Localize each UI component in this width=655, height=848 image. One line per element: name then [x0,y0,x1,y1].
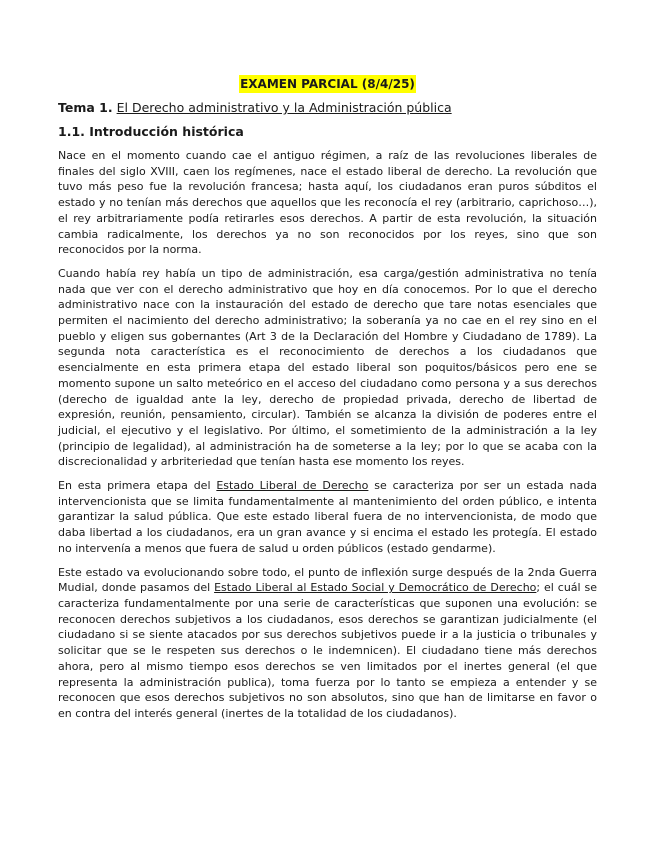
paragraph-3-text-end: se caracteriza por ser un estada nada intervencionista que se limita fundamentalmente al mantenimiento del orden público, e intenta garantizar la salud pública. Que este estado liberal fuera de no intervencionista, de modo que daba libertad a los ciudadanos, era un gran avance y si encima el estado les protegía. El estado no intervenía a menos que fuera de salud u orden públicos (estado gendarme). [58,479,597,555]
paragraph-2: Cuando había rey había un tipo de administración, esa carga/gestión administrativa no tenía nada que ver con el derecho administrativo que hoy en día conocemos. Por lo que el derecho administrativo nace con la instauración del estado de derecho que tare notas esenciales que permiten el nacimiento del derecho administrativo; la soberanía ya no cae en el rey sino en el pueblo y eligen sus gobernantes (Art 3 de la Declaración del Hombre y Ciudadano de 1789). La segunda nota característica es el reconocimiento de derechos a los ciudadanos que esencialmente en esta primera etapa del estado liberal son poquitos/básicos pero ene se momento supone un salto meteórico en el acceso del ciudadano como persona y a sus derechos (derecho de igualdad ante la ley, derecho de propiedad privada, derecho de libertad de expresión, reunión, pensamiento, circular). También se alcanza la división de poderes entre el judicial, el ejecutivo y el legislativo. Por último, el sometimiento de la administración a la ley (principio de legalidad), al administración ha de someterse a la ley; por lo que se acaba con la discrecionalidad y arbriteriedad que tenían hasta ese momento los reyes. [58,266,597,469]
paragraph-1: Nace en el momento cuando cae el antiguo régimen, a raíz de las revoluciones liberales de finales del siglo XVIII, caen los regímenes, nace el estado liberal de derecho. La revolución que tuvo más peso fue la revolución francesa; hasta aquí, los ciudadanos eran puros súbditos el estado y no tenían más derechos que aquellos que les reconocía el rey (arbitrario, caprichoso…), el rey arbitrariamente podía retirarles esos derechos. A partir de esta revolución, la situación cambia radicalmente, los derechos ya no son reconocidos por los reyes, sino que son reconocidos por la norma. [58,149,597,257]
title-container [58,74,597,93]
underlined-term-estado-social: Estado Liberal al Estado Social y Democrático de Derecho [214,581,537,595]
paragraph-4-text-start: Este estado va evolucionando sobre todo, el punto de inflexión surge después de la 2nda Guerra Mudial, donde pasamos del [58,565,597,595]
underlined-term-estado-liberal: Estado Liberal de Derecho [216,479,369,493]
topic-label: Tema 1. [58,100,113,115]
topic-title: El Derecho administrativo y la Administración pública [116,100,452,115]
section-heading: 1.1. Introducción histórica [58,124,244,139]
exam-title: EXAMEN PARCIAL (8/4/25) [240,77,415,91]
topic-heading [58,99,597,117]
paragraph-4 [58,565,597,722]
paragraph-3 [58,478,597,557]
paragraph-4-text-end: ; el cuál se caracteriza fundamentalmente por una serie de características que suponen una evolución: se reconocen derechos subjetivos a los ciudadanos, esos derechos se garantizan judicialmente (el ciudadano si se siente atacados por sus derechos subjetivos puede ir a la justicia o tribunales y solicitar que se le respeten sus derechos o le indemnicen). El ciudadano tiene más derechos ahora, pero al mismo tiempo esos derechos se ven limitados por el inertes general (el que representa la administración publica), toma fuerza por lo tanto se empieza a entender y se reconocen que esos derechos subjetivos no son absolutos, sino que han de limitarse en favor o en contra del interés general (inertes de la totalidad de los ciudadanos). [58,581,597,720]
paragraph-3-text-start: En esta primera etapa del [58,479,217,493]
